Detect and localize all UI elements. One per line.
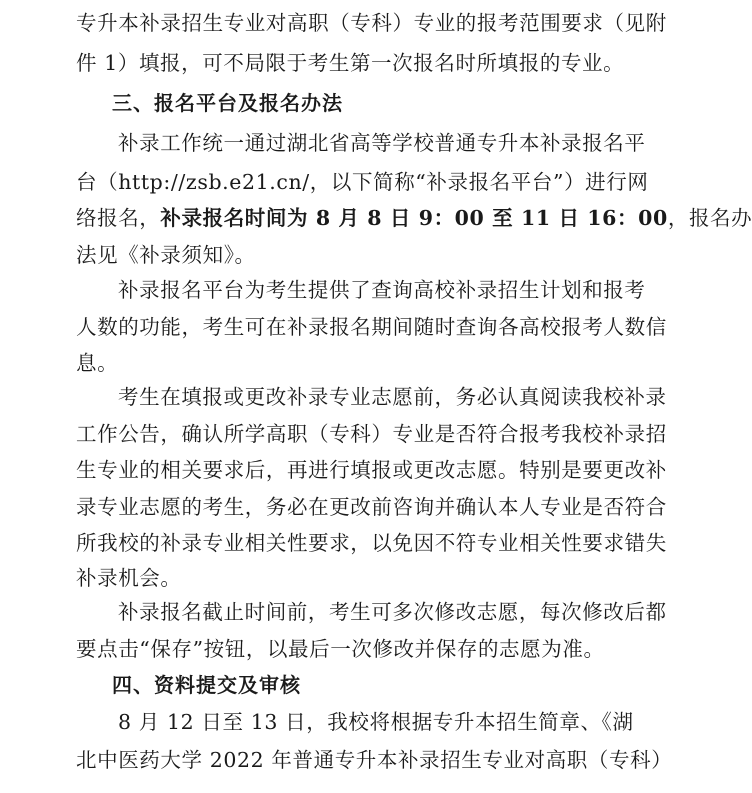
section-heading-3: 三、报名平台及报名办法 — [112, 91, 343, 115]
paragraph-line: 专升本补录招生专业对高职（专科）专业的报考范围要求（见附 — [76, 11, 667, 35]
paragraph-line: 考生在填报或更改补录专业志愿前，务必认真阅读我校补录 — [118, 385, 667, 409]
paragraph-line: 法见《补录须知》。 — [76, 243, 256, 267]
paragraph-line: 要点击“保存”按钮，以最后一次修改并保存的志愿为准。 — [76, 637, 605, 661]
text-segment: ，报名办 — [667, 206, 752, 230]
paragraph-line: 北中医药大学 2022 年普通专升本补录招生专业对高职（专科） — [76, 748, 673, 772]
paragraph-line: 息。 — [76, 351, 119, 375]
paragraph-line: 补录报名平台为考生提供了查询高校补录招生计划和报考 — [118, 278, 646, 302]
paragraph-line: 所我校的补录专业相关性要求，以免因不符专业相关性要求错失 — [76, 531, 667, 555]
paragraph-line — [76, 203, 752, 233]
registration-time-emphasis: 补录报名时间为 8 月 8 日 9：00 至 11 日 16：00 — [160, 206, 668, 230]
paragraph-line: 工作公告，确认所学高职（专科）专业是否符合报考我校补录招 — [76, 422, 667, 446]
paragraph-line: 台（http://zsb.e21.cn/，以下简称“补录报名平台”）进行网 — [76, 170, 649, 194]
paragraph-line: 补录工作统一通过湖北省高等学校普通专升本补录报名平 — [118, 131, 646, 155]
paragraph-line: 补录报名截止时间前，考生可多次修改志愿，每次修改后都 — [118, 600, 667, 624]
paragraph-line: 人数的功能，考生可在补录报名期间随时查询各高校报考人数信 — [76, 315, 667, 339]
paragraph-line: 生专业的相关要求后，再进行填报或更改志愿。特别是要更改补 — [76, 458, 667, 482]
paragraph-line: 8 月 12 日至 13 日，我校将根据专升本招生简章、《湖 — [118, 710, 634, 734]
text-segment: 络报名， — [76, 206, 161, 230]
section-heading-4: 四、资料提交及审核 — [112, 673, 301, 697]
paragraph-line: 补录机会。 — [76, 566, 182, 590]
paragraph-line: 件 1）填报，可不局限于考生第一次报名时所填报的专业。 — [76, 51, 625, 75]
paragraph-line: 录专业志愿的考生，务必在更改前咨询并确认本人专业是否符合 — [76, 495, 667, 519]
